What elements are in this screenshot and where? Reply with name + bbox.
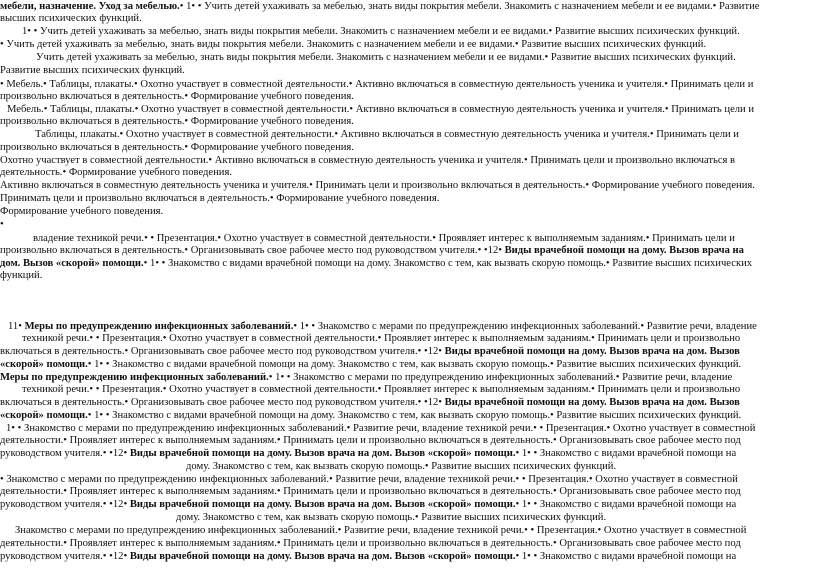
- text-line: произвольно включаться в деятельность.• Формирование учебного поведения.: [0, 116, 354, 127]
- text-line: руководством учителя.• •12• Виды врачебной помощи на дому. Вызов врача на дом. Вызов «скорой» помощи.• 1• • Знакомство с видами врачебной помощи на: [0, 551, 737, 562]
- text-line: «скорой» помощи.• 1• • Знакомство с видами врачебной помощи на дому. Знакомство с тем, как вызвать скорую помощь.• Развитие высших психических функций.: [0, 410, 742, 421]
- text-line: Активно включаться в совместную деятельность ученика и учителя.• Принимать цели и произвольно включаться в деятельность.• Формирование учебного поведения.: [0, 180, 755, 191]
- text-line: Охотно участвует в совместной деятельности.• Активно включаться в совместную деятельность ученика и учителя.• Принимать цели и произвольно включаться в: [0, 155, 736, 166]
- text-line: • Мебель.• Таблицы, плакаты.• Охотно участвует в совместной деятельности.• Активно включаться в совместную деятельность ученика и учителя.• Принимать цели и: [0, 79, 754, 90]
- text-line: техникой речи.• • Презентация.• Охотно участвует в совместной деятельности.• Проявляет интерес к выполняемым заданиям.• Принимать цели и произвольно: [22, 333, 741, 344]
- text-line: •: [0, 219, 4, 230]
- text-line: Развитие высших психических функций.: [0, 65, 185, 76]
- text-line: техникой речи.• • Презентация.• Охотно участвует в совместной деятельности.• Проявляет интерес к выполняемым заданиям.• Принимать цели и произвольно: [22, 384, 741, 395]
- text-line: дому. Знакомство с тем, как вызвать скорую помощь.• Развитие высших психических функций.: [176, 512, 607, 523]
- text-line: руководством учителя.• •12• Виды врачебной помощи на дому. Вызов врача на дом. Вызов «скорой» помощи.• 1• • Знакомство с видами врачебной помощи на: [0, 499, 737, 510]
- text-line: дому. Знакомство с тем, как вызвать скорую помощь.• Развитие высших психических функций.: [186, 461, 617, 472]
- text-line: включаться в деятельность.• Организовывать свое рабочее место под руководством учителя.• •12• Виды врачебной помощи на дому. Вызов врача на дом. Вызов: [0, 397, 740, 408]
- text-line: деятельности.• Проявляет интерес к выполняемым заданиям.• Принимать цели и произвольно включаться в деятельность.• Организовывать свое рабочее место под: [0, 538, 741, 549]
- text-line: Меры по предупреждению инфекционных заболеваний.• 1• • Знакомство с мерами по предупреждению инфекционных заболеваний.• Развитие речи, владение: [0, 372, 733, 383]
- text-line: • Знакомство с мерами по предупреждению инфекционных заболеваний.• Развитие речи, владение техникой речи.• • Презентация.• Охотно участвует в совместной: [0, 474, 738, 485]
- text-line: деятельности.• Проявляет интерес к выполняемым заданиям.• Принимать цели и произвольно включаться в деятельность.• Организовывать свое рабочее место под: [0, 486, 741, 497]
- text-line: руководством учителя.• •12• Виды врачебной помощи на дому. Вызов врача на дом. Вызов «скорой» помощи.• 1• • Знакомство с видами врачебной помощи на: [0, 448, 737, 459]
- text-line: функций.: [0, 270, 43, 281]
- text-line: Мебель.• Таблицы, плакаты.• Охотно участвует в совместной деятельности.• Активно включаться в совместную деятельность ученика и учителя.• Принимать цели и: [7, 104, 755, 115]
- text-line: высших психических функций.: [0, 13, 142, 24]
- text-line: владение техникой речи.• • Презентация.• Охотно участвует в совместной деятельности.• Проявляет интерес к выполняемым заданиям.• Принимать цели и: [33, 233, 735, 244]
- text-line: 11• Меры по предупреждению инфекционных заболеваний.• 1• • Знакомство с мерами по предупреждению инфекционных заболеваний.• Развитие речи, владение: [8, 321, 757, 332]
- text-line: деятельности.• Проявляет интерес к выполняемым заданиям.• Принимать цели и произвольно включаться в деятельность.• Организовывать свое рабочее место под: [0, 435, 741, 446]
- text-line: Формирование учебного поведения.: [0, 206, 164, 217]
- text-line: включаться в деятельность.• Организовывать свое рабочее место под руководством учителя.• •12• Виды врачебной помощи на дому. Вызов врача на дом. Вызов: [0, 346, 740, 357]
- text-line: 1• • Учить детей ухаживать за мебелью, знать виды покрытия мебели. Знакомить с назначением мебели и ее видами.• Развитие высших психических функций.: [22, 26, 740, 37]
- text-line: произвольно включаться в деятельность.• Организовывать свое рабочее место под руководством учителя.• •12• Виды врачебной помощи на дому. Вызов врача на: [0, 245, 744, 256]
- text-line: произвольно включаться в деятельность.• Формирование учебного поведения.: [0, 142, 354, 153]
- text-line: Учить детей ухаживать за мебелью, знать виды покрытия мебели. Знакомить с назначением мебели и ее видами.• Развитие высших психических функций.: [36, 52, 736, 63]
- text-line: произвольно включаться в деятельность.• Формирование учебного поведения.: [0, 91, 354, 102]
- text-line: деятельность.• Формирование учебного поведения.: [0, 167, 232, 178]
- text-line: Таблицы, плакаты.• Охотно участвует в совместной деятельности.• Активно включаться в совместную деятельность ученика и учителя.• Принимать цели и: [35, 129, 739, 140]
- text-line: дом. Вызов «скорой» помощи.• 1• • Знакомство с видами врачебной помощи на дому. Знакомство с тем, как вызвать скорую помощь.• Развитие высших психических: [0, 258, 753, 269]
- text-line: Принимать цели и произвольно включаться в деятельность.• Формирование учебного поведения.: [0, 193, 440, 204]
- text-line: 1• • Знакомство с мерами по предупреждению инфекционных заболеваний.• Развитие речи, владение техникой речи.• • Презентация.• Охотно участвует в совместной: [6, 423, 756, 434]
- text-line: Знакомство с мерами по предупреждению инфекционных заболеваний.• Развитие речи, владение техникой речи.• • Презентация.• Охотно участвует в совместной: [15, 525, 747, 536]
- text-line: мебели, назначение. Уход за мебелью.• 1• • Учить детей ухаживать за мебелью, знать виды покрытия мебели. Знакомить с назначением мебели и ее видами.• Развитие: [0, 1, 760, 12]
- text-line: • Учить детей ухаживать за мебелью, знать виды покрытия мебели. Знакомить с назначением мебели и ее видами.• Развитие высших психических функций.: [0, 39, 707, 50]
- text-line: «скорой» помощи.• 1• • Знакомство с видами врачебной помощи на дому. Знакомство с тем, как вызвать скорую помощь.• Развитие высших психических функций.: [0, 359, 742, 370]
